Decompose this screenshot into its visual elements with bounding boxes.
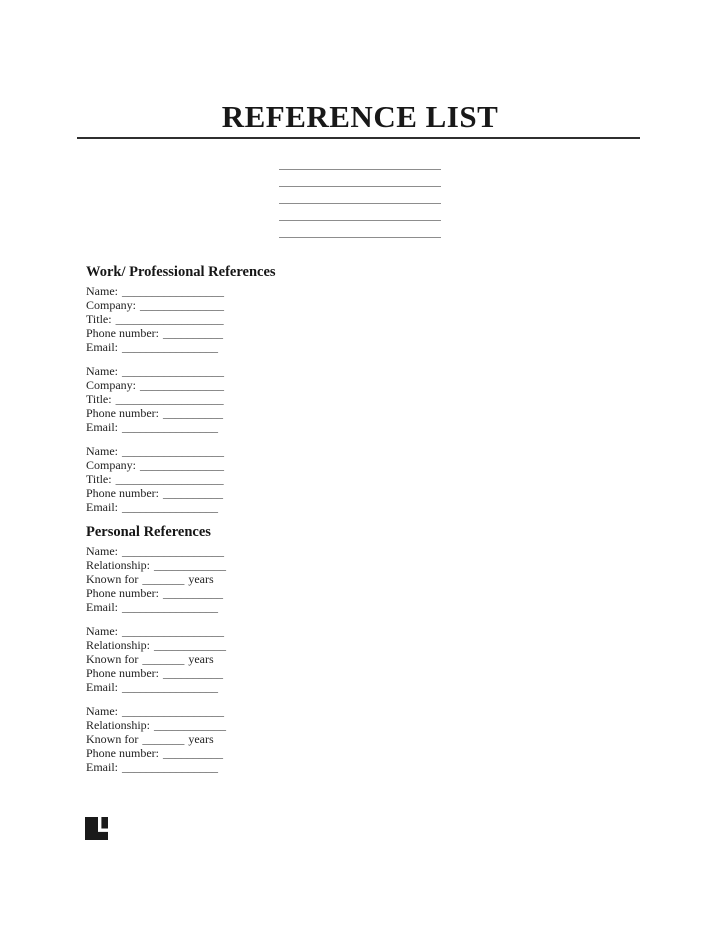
field-title (86, 392, 416, 406)
personal-references-heading: Personal References (86, 524, 211, 540)
field-label: Email: (86, 600, 118, 614)
field-label: Phone number: (86, 406, 159, 420)
field-phone-number (86, 406, 416, 420)
field-blank: _______ (142, 732, 185, 746)
field-blank: _________________ (122, 364, 224, 378)
field-label: Company: (86, 378, 136, 392)
field-company (86, 458, 416, 472)
field-blank: __________________ (115, 392, 224, 406)
field-label: Known for (86, 732, 139, 746)
field-label: Relationship: (86, 718, 150, 732)
field-known-for (86, 572, 416, 586)
field-blank: ____________ (154, 558, 226, 572)
field-label: Name: (86, 364, 118, 378)
field-blank: __________ (163, 486, 223, 500)
field-relationship (86, 718, 416, 732)
field-label: Relationship: (86, 558, 150, 572)
field-label: Name: (86, 704, 118, 718)
field-phone-number (86, 326, 416, 340)
field-blank: ________________ (122, 340, 218, 354)
field-label: Email: (86, 760, 118, 774)
field-blank: ________________ (122, 760, 218, 774)
field-suffix: years (188, 652, 214, 666)
blank-line (279, 203, 441, 204)
field-label: Phone number: (86, 666, 159, 680)
field-name (86, 444, 416, 458)
field-name (86, 284, 416, 298)
field-blank: ________________ (122, 600, 218, 614)
field-name (86, 364, 416, 378)
field-label: Company: (86, 298, 136, 312)
field-blank: ________________ (122, 420, 218, 434)
field-label: Name: (86, 624, 118, 638)
field-blank: _______ (142, 572, 185, 586)
work-reference-block-3 (86, 444, 416, 514)
field-known-for (86, 652, 416, 666)
work-reference-block-2 (86, 364, 416, 434)
field-email (86, 500, 416, 514)
field-email (86, 760, 416, 774)
field-blank: ________________ (122, 500, 218, 514)
field-email (86, 420, 416, 434)
field-blank: _________________ (122, 544, 224, 558)
legal-templates-logo (85, 817, 109, 841)
section-personal-references (86, 524, 416, 774)
field-label: Title: (86, 472, 112, 486)
field-name (86, 544, 416, 558)
field-phone-number (86, 586, 416, 600)
reference-content (86, 264, 416, 784)
work-reference-block-1 (86, 284, 416, 354)
title-rule (77, 137, 640, 139)
field-relationship (86, 558, 416, 572)
field-blank: __________ (163, 746, 223, 760)
field-blank: __________ (163, 406, 223, 420)
field-blank: ____________ (154, 718, 226, 732)
blank-line (279, 186, 441, 187)
field-blank: _________________ (122, 624, 224, 638)
field-label: Name: (86, 284, 118, 298)
field-phone-number (86, 666, 416, 680)
field-blank: __________________ (115, 472, 224, 486)
field-blank: ________________ (122, 680, 218, 694)
field-label: Email: (86, 680, 118, 694)
field-label: Phone number: (86, 586, 159, 600)
field-email (86, 340, 416, 354)
page-title: REFERENCE LIST (221, 99, 499, 134)
field-blank: _________________ (122, 704, 224, 718)
field-title (86, 472, 416, 486)
field-blank: ____________ (154, 638, 226, 652)
field-label: Phone number: (86, 326, 159, 340)
personal-reference-block-3 (86, 704, 416, 774)
field-label: Relationship: (86, 638, 150, 652)
field-blank: ______________ (140, 458, 224, 472)
field-name (86, 704, 416, 718)
field-name (86, 624, 416, 638)
field-relationship (86, 638, 416, 652)
field-blank: _________________ (122, 444, 224, 458)
header-blank-lines (279, 169, 441, 254)
field-label: Phone number: (86, 746, 159, 760)
work-references-heading: Work/ Professional References (86, 264, 276, 280)
logo-mark-icon (85, 817, 109, 841)
blank-line (279, 169, 441, 170)
field-label: Name: (86, 544, 118, 558)
field-label: Email: (86, 340, 118, 354)
field-label: Title: (86, 312, 112, 326)
field-suffix: years (188, 732, 214, 746)
field-blank: __________ (163, 326, 223, 340)
blank-line (279, 237, 441, 238)
field-blank: __________ (163, 666, 223, 680)
field-label: Email: (86, 500, 118, 514)
field-blank: _________________ (122, 284, 224, 298)
field-blank: ______________ (140, 378, 224, 392)
personal-reference-block-1 (86, 544, 416, 614)
field-email (86, 680, 416, 694)
field-suffix: years (188, 572, 214, 586)
field-label: Title: (86, 392, 112, 406)
field-phone-number (86, 746, 416, 760)
blank-line (279, 220, 441, 221)
section-work-references (86, 264, 416, 514)
field-blank: ______________ (140, 298, 224, 312)
field-phone-number (86, 486, 416, 500)
field-label: Phone number: (86, 486, 159, 500)
field-title (86, 312, 416, 326)
personal-reference-block-2 (86, 624, 416, 694)
field-blank: _______ (142, 652, 185, 666)
field-company (86, 378, 416, 392)
field-blank: __________ (163, 586, 223, 600)
field-label: Known for (86, 652, 139, 666)
field-email (86, 600, 416, 614)
field-company (86, 298, 416, 312)
field-label: Company: (86, 458, 136, 472)
field-label: Name: (86, 444, 118, 458)
field-known-for (86, 732, 416, 746)
field-label: Email: (86, 420, 118, 434)
field-blank: __________________ (115, 312, 224, 326)
field-label: Known for (86, 572, 139, 586)
